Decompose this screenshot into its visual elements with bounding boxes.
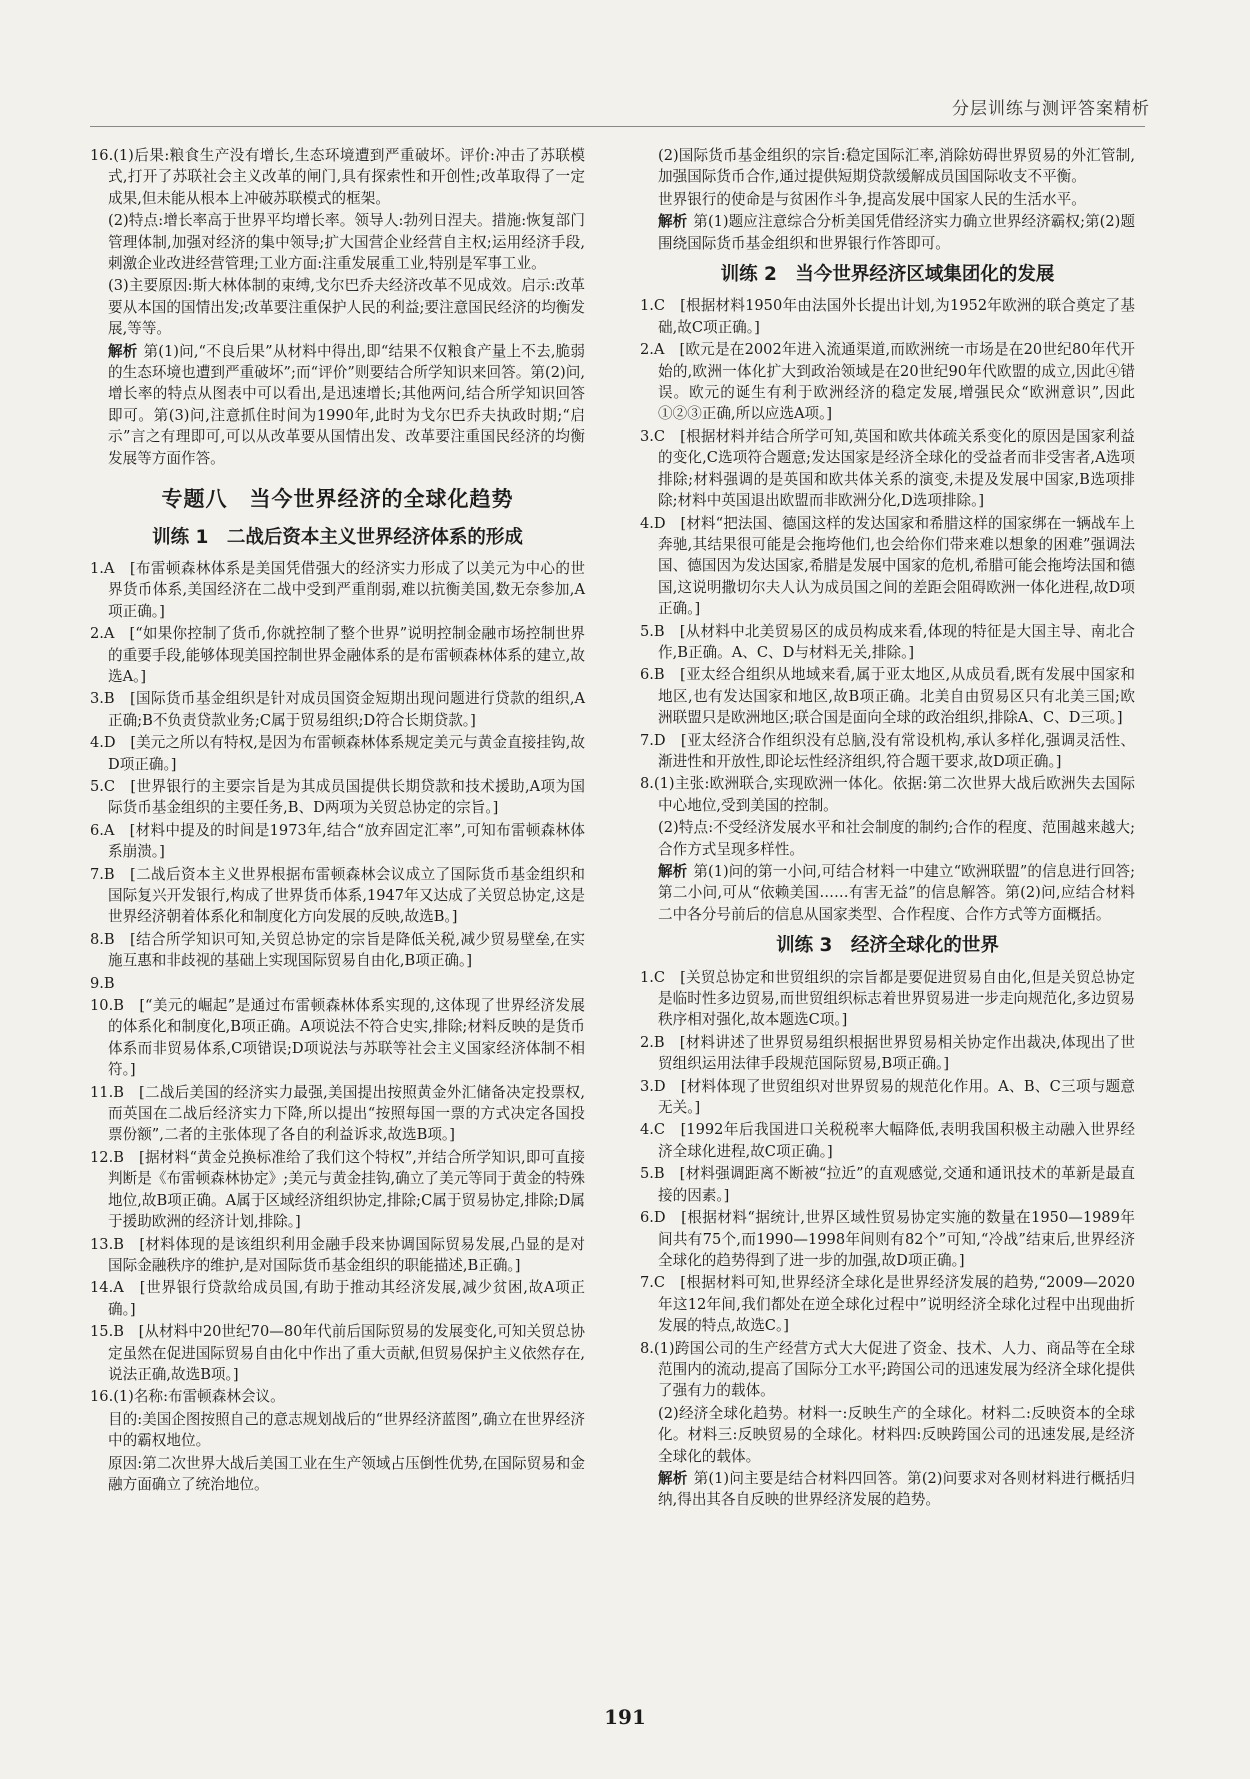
answer-item: 3.C [根据材料并结合所学可知,英国和欧共体疏关系变化的原因是国家利益的变化,C选项符合题意;发达国家是经济全球化的受益者而非受害者,A选项排除;材料强调的是英国和欧共体关系的演变,未提及发展中国家,B选项排除;材料中英国退出欧盟而非欧洲分化,D选项排除。] xyxy=(640,427,1135,510)
answer-item: 6.A [材料中提及的时间是1973年,结合“放弃固定汇率”,可知布雷顿森林体系崩溃。] xyxy=(90,821,585,861)
answer-item: 1.A [布雷顿森林体系是美国凭借强大的经济实力形成了以美元为中心的世界货币体系,美国经济在二战中受到严重削弱,难以抗衡美国,数无奈参加,A项正确。] xyxy=(90,559,585,620)
page-number: 191 xyxy=(604,1705,646,1729)
left-column xyxy=(90,145,585,1496)
right-column xyxy=(640,145,1135,1512)
analysis-text: 第(1)问,“不良后果”从材料中得出,即“结果不仅粮食产量上不去,脆弱的生态环境也遭到严重破坏”;而“评价”则要结合所学知识来回答。第(2)问,增长率的特点从图表中可以看出,是迅速增长;其他两问,结合所学知识回答即可。第(3)问,注意抓住时间为1990年,此时为戈尔巴乔夫执政时期;“启示”言之有理即可,可以从改革要从国情出发、改革要注重国民经济的均衡发展等方面作答。 xyxy=(108,342,585,467)
answer-paragraph: (2)特点:增长率高于世界平均增长率。领导人:勃列日涅夫。措施:恢复部门管理体制,加强对经济的集中领导;扩大国营企业经营自主权;运用经济手段,刺激企业改进经营管理;工业方面:注重发展重工业,特别是军事工业。 xyxy=(108,212,585,273)
answer-item: 3.D [材料体现了世贸组织对世界贸易的规范化作用。A、B、C三项与题意无关。] xyxy=(640,1077,1135,1117)
answer-paragraph: 目的:美国企图按照自己的意志规划战后的“世界经济蓝图”,确立在世界经济中的霸权地位。 xyxy=(108,1410,585,1450)
analysis-label: 解析 xyxy=(658,213,688,231)
analysis-note xyxy=(640,211,1135,254)
answer-paragraph: 世界银行的使命是与贫困作斗争,提高发展中国家人民的生活水平。 xyxy=(658,190,1086,208)
answer-item: 11.B [二战后美国的经济实力最强,美国提出按照黄金外汇储备决定投票权,而英国在二战后经济实力下降,所以提出“按照每国一票的方式决定各国投票份额”,二者的主张体现了各自的利益诉求,故选B项。] xyxy=(90,1083,585,1144)
section-heading-train1: 训练 1 二战后资本主义世界经济体系的形成 xyxy=(152,526,523,548)
answer-item: 6.D [根据材料“据统计,世界区域性贸易协定实施的数量在1950—1989年间共有75个,而1990—1998年间则有82个”可知,“冷战”结束后,世界经济全球化的趋势得到了进一步的加强,故D项正确。] xyxy=(640,1209,1135,1269)
answer-item: 5.B [从材料中北美贸易区的成员构成来看,体现的特征是大国主导、南北合作,B正确。A、C、D与材料无关,排除。] xyxy=(640,622,1135,661)
answer-item: 2.A [“如果你控制了货币,你就控制了整个世界”说明控制金融市场控制世界的重要手段,能够体现美国控制世界金融体系的是布雷顿森林体系的建立,故选A。] xyxy=(90,625,585,685)
answer-item: 2.B [材料讲述了世界贸易组织根据世界贸易相关协定作出裁决,体现出了世贸组织运用法律手段规范国际贸易,B项正确。] xyxy=(640,1033,1135,1073)
analysis-text: 第(1)问的第一小问,可结合材料一中建立“欧洲联盟”的信息进行回答;第二小问,可从“依赖美国……有害无益”的信息解答。第(2)问,应结合材料二中各分号前后的信息从国家类型、合作程度、合作方式等方面概括。 xyxy=(658,863,1135,923)
answer-item: 1.C [根据材料1950年由法国外长提出计划,为1952年欧洲的联合奠定了基础,故C项正确。] xyxy=(640,297,1135,336)
answer-item: 10.B [“美元的崛起”是通过布雷顿森林体系实现的,这体现了世界经济发展的体系化和制度化,B项正确。A项说法不符合史实,排除;材料反映的是货币体系而非贸易体系,C项错误;D项说法与苏联等社会主义国家经济体制不相符。] xyxy=(90,997,585,1079)
analysis-note xyxy=(90,341,585,469)
answer-paragraph: (2)国际货币基金组织的宗旨:稳定国际汇率,消除妨碍世界贸易的外汇管制,加强国际货币合作,通过提供短期贷款缓解成员国国际收支不平衡。 xyxy=(658,147,1135,186)
answer-item: 13.B [材料体现的是该组织利用金融手段来协调国际贸易发展,凸显的是对国际金融秩序的维护,是对国际货币基金组织的职能描述,B正确。] xyxy=(90,1235,585,1274)
answer-paragraph: (2)经济全球化趋势。材料一:反映生产的全球化。材料二:反映资本的全球化。材料三:反映贸易的全球化。材料四:反映跨国公司的迅速发展,是经济全球化的载体。 xyxy=(658,1404,1135,1465)
answer-item: 8.(1)跨国公司的生产经营方式大大促进了资金、技术、人力、商品等在全球范围内的流动,提高了国际分工水平;跨国公司的迅速发展为经济全球化提供了强有力的载体。 xyxy=(640,1339,1135,1400)
answer-item: 1.C [关贸总协定和世贸组织的宗旨都是要促进贸易自由化,但是关贸总协定是临时性多边贸易,而世贸组织标志着世界贸易进一步走向规范化,多边贸易秩序相对强化,故本题选C项。] xyxy=(640,968,1135,1029)
answer-item: 7.B [二战后资本主义世界根据布雷顿森林会议成立了国际货币基金组织和国际复兴开发银行,构成了世界货币体系,1947年又达成了关贸总协定,这是世界经济朝着体系化和制度化方向发展的反映,故选B。] xyxy=(90,865,585,926)
answer-paragraph: 原因:第二次世界大战后美国工业在生产领域占压倒性优势,在国际贸易和金融方面确立了统治地位。 xyxy=(108,1454,585,1493)
answer-item: 7.C [根据材料可知,世界经济全球化是世界经济发展的趋势,“2009—2020年这12年间,我们都处在逆全球化过程中”说明经济全球化过程中出现曲折发展的特点,故选C。] xyxy=(640,1274,1135,1335)
answer-item: 8.B [结合所学知识可知,关贸总协定的宗旨是降低关税,减少贸易壁垒,在实施互惠和非歧视的基础上实现国际贸易自由化,B项正确。] xyxy=(90,930,585,970)
answer-item: 3.B [国际货币基金组织是针对成员国资金短期出现问题进行贷款的组织,A正确;B不负责贷款业务;C属于贸易组织;D符合长期贷款。] xyxy=(90,690,585,729)
section-heading-train3: 训练 3 经济全球化的世界 xyxy=(776,935,999,957)
header-divider xyxy=(90,126,1145,127)
answer-item: 4.D [美元之所以有特权,是因为布雷顿森林体系规定美元与黄金直接挂钩,故D项正确。] xyxy=(90,734,585,773)
answer-paragraph: (3)主要原因:斯大林体制的束缚,戈尔巴乔夫经济改革不见成效。启示:改革要从本国的国情出发;改革要注重保护人民的利益;要注意国民经济的均衡发展,等等。 xyxy=(108,277,585,338)
answer-item: 6.B [亚太经合组织从地域来看,属于亚太地区,从成员看,既有发展中国家和地区,也有发达国家和地区,故B项正确。北美自由贸易区只有北美三国;欧洲联盟只是欧洲地区;联合国是面向全球的政治组织,排除A、C、D三项。] xyxy=(640,666,1135,727)
answer-item: 12.B [据材料“黄金兑换标准给了我们这个特权”,并结合所学知识,即可直接判断是《布雷顿森林协定》;美元与黄金挂钩,确立了美元等同于黄金的特殊地位,故B项正确。A属于区域经济组织协定,排除;C属于贸易协定,排除;D属于援助欧洲的经济计划,排除。] xyxy=(90,1148,585,1231)
answer-item: 4.C [1992年后我国进口关税税率大幅降低,表明我国积极主动融入世界经济全球化进程,故C项正确。] xyxy=(640,1121,1135,1160)
analysis-note xyxy=(640,1468,1135,1511)
analysis-note xyxy=(640,861,1135,925)
analysis-text: 第(1)题应注意综合分析美国凭借经济实力确立世界经济霸权;第(2)题围绕国际货币基金组织和世界银行作答即可。 xyxy=(658,213,1135,252)
answer-item: 2.A [欧元是在2002年进入流通渠道,而欧洲统一市场是在20世纪80年代开始的,欧洲一体化扩大到政治领域是在20世纪90年代欧盟的成立,因此④错误。欧元的诞生有利于欧洲经济的稳定发展,增强民众“欧洲意识”,因此①②③正确,所以应选A项。] xyxy=(640,341,1135,423)
running-header: 分层训练与测评答案精析 xyxy=(952,99,1150,119)
answer-item: 9.B xyxy=(90,974,115,992)
analysis-text: 第(1)问主要是结合材料四回答。第(2)问要求对各则材料进行概括归纳,得出其各自反映的世界经济发展的趋势。 xyxy=(658,1469,1135,1509)
analysis-label: 解析 xyxy=(658,863,688,880)
analysis-label: 解析 xyxy=(108,342,138,360)
answer-item: 8.(1)主张:欧洲联合,实现欧洲一体化。依据:第二次世界大战后欧洲失去国际中心地位,受到美国的控制。 xyxy=(640,775,1135,814)
answer-item: 5.B [材料强调距离不断被“拉近”的直观感觉,交通和通讯技术的革新是最直接的因素。] xyxy=(640,1165,1135,1204)
answer-item: 15.B [从材料中20世纪70—80年代前后国际贸易的发展变化,可知关贸总协定虽然在促进国际贸易自由化中作出了重大贡献,但贸易保护主义依然存在,说法正确,故选B项。] xyxy=(90,1323,585,1383)
answer-item: 5.C [世界银行的主要宗旨是为其成员国提供长期贷款和技术援助,A项为国际货币基金组织的主要任务,B、D两项为关贸总协定的宗旨。] xyxy=(90,777,585,817)
topic-heading: 专题八 当今世界经济的全球化趋势 xyxy=(161,487,514,512)
answer-paragraph: (2)特点:不受经济发展水平和社会制度的制约;合作的程度、范围越来越大;合作方式呈现多样性。 xyxy=(658,819,1135,858)
answer-item: 14.A [世界银行贷款给成员国,有助于推动其经济发展,减少贫困,故A项正确。] xyxy=(90,1279,585,1318)
answer-paragraph: 16.(1)后果:粮食生产没有增长,生态环境遭到严重破坏。评价:冲击了苏联模式,打开了苏联社会主义改革的闸门,具有探索性和开创性;改革取得了一定成果,但未能从根本上冲破苏联模式的框架。 xyxy=(90,147,585,207)
answer-item: 7.D [亚太经济合作组织没有总脑,没有常设机构,承认多样化,强调灵活性、渐进性和开放性,即论坛性经济组织,符合题干要求,故D项正确。] xyxy=(640,731,1135,770)
answer-item: 4.D [材料“把法国、德国这样的发达国家和希腊这样的国家绑在一辆战车上奔驰,其结果很可能是会拖垮他们,也会给你们带来难以想象的困难”强调法国、德国因为发达国家,希腊是发展中国家的危机,希腊可能会拖垮法国和德国,这说明撒切尔夫人认为成员国之间的差距会阻碍欧洲一体化进程,故D项正确。] xyxy=(640,514,1135,618)
analysis-label: 解析 xyxy=(658,1469,688,1487)
answer-item: 16.(1)名称:布雷顿森林会议。 xyxy=(90,1388,285,1406)
section-heading-train2: 训练 2 当今世界经济区域集团化的发展 xyxy=(720,264,1055,286)
